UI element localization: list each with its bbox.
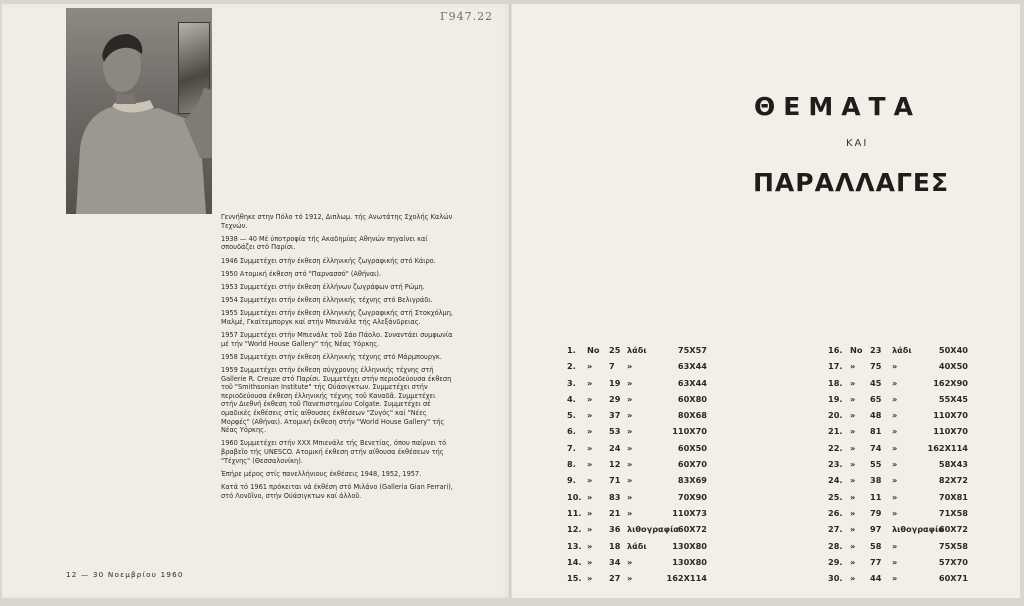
- work-catalogue-no: 55: [870, 459, 882, 470]
- work-prefix: »: [850, 573, 856, 584]
- work-number: 2.: [567, 361, 576, 372]
- work-dimensions: 50Χ40: [938, 345, 968, 355]
- work-catalogue-no: 23: [870, 345, 882, 355]
- work-dimensions: 60Χ72: [938, 524, 968, 535]
- exhibition-dates: 12 — 30 Νοεμβρίου 1960: [66, 570, 184, 579]
- work-dimensions: 70Χ90: [677, 491, 707, 502]
- bio-paragraph: 1959 Συμμετέχει στήν έκθεση σύγχρονης έλληνικής τέχνης στή Gallerie R. Creuze στό Παρίσι. Συμμετέχει στήν περιοδεύουσα έκθεση τοῦ "Smithsonian Institute" τής Ούάσιγκτων. Συμμετέχει στήν περιοδεύουσα έκθεση έλληνικής τέχνης τοῦ Καναδᾶ. Συμμετέχει στήν Διεθνή έκθεση τοῦ Πανεπιστημίου Colgate. Συμμετέχει σέ ομαδικές έκθέσεις στίς αίθουσες έκθέσεων "Ζυγός" καί "Νέες Μορφές" (Αθήναι). Ατομική έκθεση στήν "World House Gallery" τής Νέας Υόρκης.: [221, 366, 452, 435]
- work-technique: »: [627, 556, 633, 567]
- work-dimensions: 162Χ114: [927, 442, 968, 453]
- bio-paragraph: 1957 Συμμετέχει στήν Μπιενάλε τοῦ Σάο Πάολο. Συναντάει συμφωνία μέ τήν "World House Gallery" τής Νέας Υόρκης.: [221, 331, 453, 348]
- work-catalogue-no: 18: [609, 540, 621, 551]
- work-prefix: »: [587, 507, 593, 518]
- work-technique: »: [627, 361, 633, 372]
- work-prefix: Νο: [587, 345, 600, 355]
- work-number: 7.: [567, 442, 576, 453]
- work-technique: »: [892, 377, 898, 388]
- work-prefix: »: [587, 524, 593, 535]
- work-dimensions: 60Χ50: [677, 442, 707, 453]
- work-number: 9.: [567, 475, 576, 486]
- work-number: 16.: [828, 345, 843, 355]
- work-catalogue-no: 71: [609, 475, 621, 486]
- work-number: 8.: [567, 459, 576, 470]
- work-technique: »: [892, 426, 898, 437]
- work-prefix: »: [850, 393, 856, 404]
- work-number: 28.: [828, 540, 843, 551]
- work-number: 18.: [828, 377, 843, 388]
- work-number: 23.: [828, 459, 843, 470]
- work-technique: »: [627, 426, 633, 437]
- work-dimensions: 130Χ80: [672, 556, 707, 567]
- work-number: 29.: [828, 556, 843, 567]
- work-prefix: »: [587, 540, 593, 551]
- work-catalogue-no: 75: [870, 361, 882, 372]
- work-prefix: »: [850, 426, 856, 437]
- work-number: 13.: [567, 540, 582, 551]
- work-prefix: »: [587, 442, 593, 453]
- work-catalogue-no: 53: [609, 426, 621, 437]
- work-dimensions: 130Χ80: [672, 540, 707, 551]
- portrait-figure: [66, 8, 212, 214]
- work-technique: »: [892, 361, 898, 372]
- work-prefix: »: [587, 491, 593, 502]
- work-catalogue-no: 38: [870, 475, 882, 486]
- title-parallages: ΠΑΡΑΛΛΑΓΕΣ: [753, 168, 950, 197]
- bio-paragraph: Γεννήθηκε στην Πόλο τό 1912, Διπλωμ. τής Ανωτάτης Σχολής Καλών Τεχνών.: [221, 213, 453, 230]
- work-number: 1.: [567, 345, 576, 355]
- work-prefix: »: [587, 377, 593, 388]
- work-prefix: »: [850, 524, 856, 535]
- work-technique: λάδι: [627, 345, 647, 355]
- bio-paragraph: Κατά τό 1961 πρόκειται νά έκθέση στό Μιλάνο (Galleria Gian Ferrari), στό Λονδῖνο, στήν Ούάσιγκτων καί άλλοῦ.: [221, 482, 453, 500]
- work-dimensions: 75Χ58: [938, 540, 968, 551]
- work-prefix: »: [587, 393, 593, 404]
- left-page: [2, 4, 510, 598]
- work-dimensions: 75Χ57: [677, 345, 707, 355]
- work-dimensions: 60Χ71: [938, 573, 968, 584]
- work-catalogue-no: 58: [870, 540, 882, 551]
- work-number: 24.: [828, 475, 843, 486]
- work-catalogue-no: 11: [870, 491, 882, 502]
- work-prefix: »: [587, 556, 593, 567]
- work-dimensions: 40Χ50: [938, 361, 968, 372]
- bio-paragraph: 1958 Συμμετέχει στήν έκθεση έλληνικής τέχνης στό Μάρμπουργκ.: [221, 352, 442, 361]
- work-technique: »: [892, 459, 898, 470]
- work-catalogue-no: 48: [870, 410, 882, 421]
- work-catalogue-no: 36: [609, 524, 621, 535]
- work-prefix: »: [850, 540, 856, 551]
- work-technique: »: [627, 442, 633, 453]
- work-number: 5.: [567, 410, 576, 421]
- work-catalogue-no: 81: [870, 426, 882, 437]
- work-catalogue-no: 19: [609, 377, 621, 388]
- work-prefix: »: [587, 573, 593, 584]
- work-technique: »: [892, 573, 898, 584]
- bio-paragraph: 1954 Συμμετέχει στήν έκθεση έλληνικής τέχνης στό Βελιγράδι.: [221, 296, 433, 305]
- work-prefix: »: [587, 361, 593, 372]
- title-kai: ΚΑΙ: [846, 138, 869, 149]
- work-technique: »: [627, 377, 633, 388]
- bio-paragraph: 1960 Συμμετέχει στήν ΧΧΧ Μπιενάλε τής Βενετίας, όπου παίρνει τό βραβεῖο τής UNESCO. Ατομική έκθεση στήν αίθουσα έκθέσεων τής "Τέχνης" (Θεσσαλονίκη).: [221, 439, 447, 465]
- work-prefix: Νο: [850, 345, 863, 355]
- work-dimensions: 63Χ44: [677, 361, 707, 372]
- work-catalogue-no: 97: [870, 524, 882, 535]
- work-technique: »: [627, 507, 633, 518]
- work-number: 30.: [828, 573, 843, 584]
- title-themata: ΘΕΜΑΤΑ: [754, 92, 921, 121]
- work-technique: »: [892, 507, 898, 518]
- work-number: 26.: [828, 507, 843, 518]
- work-dimensions: 110Χ70: [672, 426, 707, 437]
- work-catalogue-no: 77: [870, 556, 882, 567]
- work-number: 6.: [567, 426, 576, 437]
- work-catalogue-no: 7: [609, 361, 615, 372]
- work-number: 4.: [567, 393, 576, 404]
- work-dimensions: 110Χ73: [672, 507, 707, 518]
- bio-paragraph: 1953 Συμμετέχει στήν έκθεση έλλήνων ζωγράφων στή Ρώμη.: [221, 282, 425, 291]
- work-technique: λιθογραφία: [627, 524, 679, 535]
- artist-portrait-photo: [66, 8, 212, 214]
- work-catalogue-no: 34: [609, 556, 621, 567]
- work-dimensions: 82Χ72: [938, 475, 968, 486]
- bio-paragraph: 1950 Ατομική έκθεση στό "Παρνασσό" (Αθήναι).: [221, 269, 382, 278]
- work-catalogue-no: 44: [870, 573, 882, 584]
- work-catalogue-no: 21: [609, 507, 621, 518]
- work-dimensions: 110Χ70: [933, 426, 968, 437]
- work-prefix: »: [587, 475, 593, 486]
- work-technique: »: [627, 393, 633, 404]
- work-dimensions: 60Χ72: [677, 524, 707, 535]
- work-number: 20.: [828, 410, 843, 421]
- work-dimensions: 162Χ114: [666, 573, 707, 584]
- work-technique: »: [892, 540, 898, 551]
- work-prefix: »: [850, 556, 856, 567]
- work-number: 27.: [828, 524, 843, 535]
- work-dimensions: 70Χ81: [938, 491, 968, 502]
- bio-paragraph: 1946 Συμμετέχει στήν έκθεση έλληνικής ζωγραφικής στό Κάιρο.: [221, 256, 436, 265]
- work-prefix: »: [850, 361, 856, 372]
- work-technique: »: [892, 442, 898, 453]
- work-catalogue-no: 24: [609, 442, 621, 453]
- work-prefix: »: [850, 377, 856, 388]
- work-catalogue-no: 27: [609, 573, 621, 584]
- work-prefix: »: [850, 442, 856, 453]
- work-number: 14.: [567, 556, 582, 567]
- work-catalogue-no: 45: [870, 377, 882, 388]
- work-catalogue-no: 25: [609, 345, 621, 355]
- work-dimensions: 110Χ70: [933, 410, 968, 421]
- work-dimensions: 57Χ70: [938, 556, 968, 567]
- work-technique: »: [892, 410, 898, 421]
- work-technique: »: [892, 556, 898, 567]
- work-dimensions: 60Χ70: [677, 459, 707, 470]
- work-technique: »: [627, 491, 633, 502]
- work-catalogue-no: 74: [870, 442, 882, 453]
- work-number: 25.: [828, 491, 843, 502]
- bio-paragraph: 1938 — 40 Μέ ύποτροφία τής Ακαδημίας Αθηνών πηγαίνει καί σπουδάζει στό Παρίσι.: [221, 234, 428, 252]
- work-technique: »: [627, 459, 633, 470]
- work-prefix: »: [587, 459, 593, 470]
- work-number: 19.: [828, 393, 843, 404]
- work-dimensions: 71Χ58: [938, 507, 968, 518]
- work-technique: »: [892, 475, 898, 486]
- bio-paragraph: Έπήρε μέρος στίς πανελλήνιους έκθέσεις 1948, 1952, 1957.: [221, 469, 422, 478]
- work-catalogue-no: 65: [870, 393, 882, 404]
- work-technique: »: [627, 573, 633, 584]
- work-dimensions: 63Χ44: [677, 377, 707, 388]
- work-prefix: »: [850, 507, 856, 518]
- handwritten-catalogue-number: Γ947.22: [440, 10, 494, 23]
- work-number: 21.: [828, 426, 843, 437]
- work-dimensions: 58Χ43: [938, 459, 968, 470]
- work-prefix: »: [850, 459, 856, 470]
- work-catalogue-no: 29: [609, 393, 621, 404]
- work-number: 12.: [567, 524, 582, 535]
- work-technique: »: [627, 475, 633, 486]
- work-dimensions: 83Χ69: [677, 475, 707, 486]
- work-prefix: »: [850, 410, 856, 421]
- work-prefix: »: [587, 410, 593, 421]
- work-dimensions: 162Χ90: [933, 377, 968, 388]
- work-technique: »: [627, 410, 633, 421]
- work-catalogue-no: 12: [609, 459, 621, 470]
- work-dimensions: 80Χ68: [677, 410, 707, 421]
- work-technique: λάδι: [627, 540, 647, 551]
- artist-biography: [221, 213, 453, 505]
- work-number: 15.: [567, 573, 582, 584]
- work-number: 17.: [828, 361, 843, 372]
- work-technique: λάδι: [892, 345, 912, 355]
- work-number: 10.: [567, 491, 582, 502]
- work-technique: »: [892, 393, 898, 404]
- work-technique: »: [892, 491, 898, 502]
- work-prefix: »: [587, 426, 593, 437]
- bio-paragraph: 1955 Συμμετέχει στήν έκθεση έλληνικής ζωγραφικής στή Στοκχόλμη, Μαλμέ, Γκαίτεμποργκ καί στήν Μπιενάλε τής Αλεξάνδρειας.: [221, 309, 453, 326]
- work-catalogue-no: 83: [609, 491, 621, 502]
- work-number: 3.: [567, 377, 576, 388]
- work-prefix: »: [850, 491, 856, 502]
- work-catalogue-no: 37: [609, 410, 621, 421]
- work-catalogue-no: 79: [870, 507, 882, 518]
- work-number: 22.: [828, 442, 843, 453]
- work-technique: λιθογραφία: [892, 524, 944, 535]
- work-prefix: »: [850, 475, 856, 486]
- work-dimensions: 55Χ45: [938, 393, 968, 404]
- work-number: 11.: [567, 507, 582, 518]
- work-dimensions: 60Χ80: [677, 393, 707, 404]
